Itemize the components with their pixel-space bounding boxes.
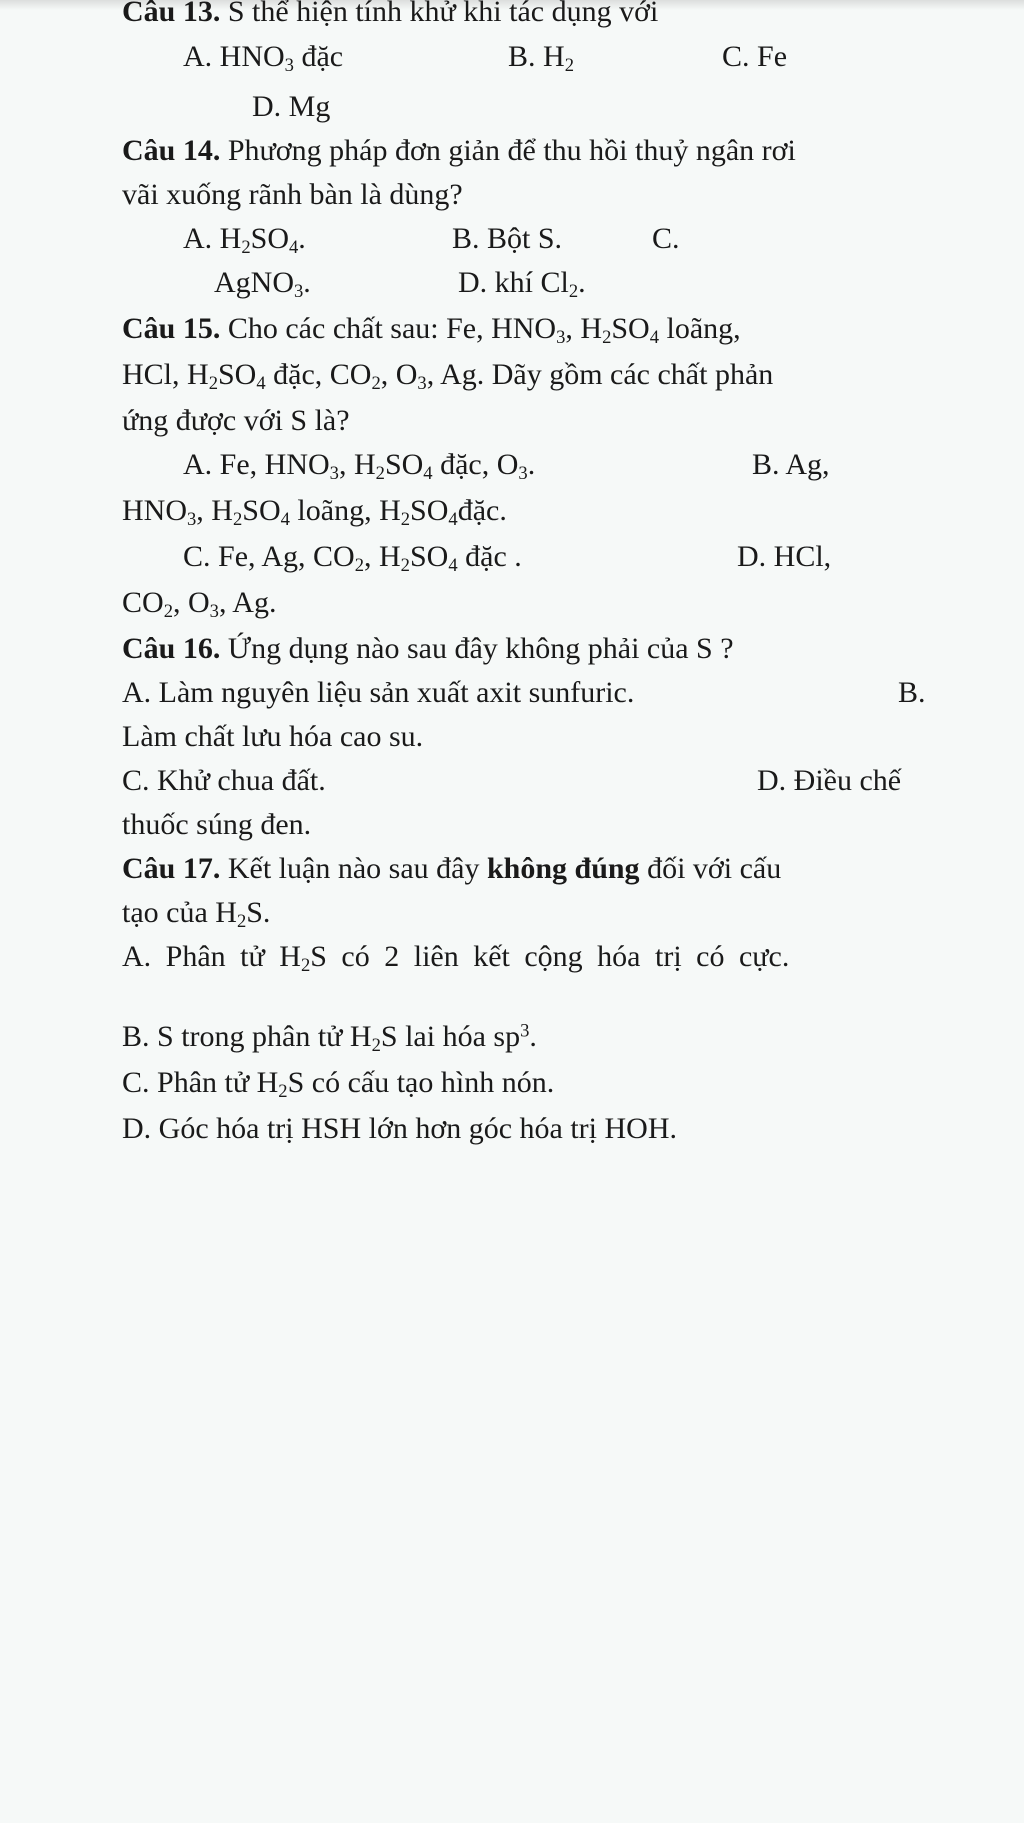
q15-option-d-label: D. HCl,	[737, 540, 832, 573]
question-16-stem: Câu 16. Ứng dụng nào sau đây không phải của S ?	[122, 632, 734, 665]
q17-option-c: C. Phân tử $H_2S$ có cấu tạo hình nón.	[122, 1066, 555, 1103]
q17-option-a: A. Phân tử $H_2S$ có 2 liên kết cộng hóa trị có cực.	[122, 940, 790, 977]
question-13-stem: Câu 13. S thể hiện tính khử khi tác dụng với	[122, 0, 658, 30]
q16-option-b: Làm chất lưu hóa cao su.	[122, 720, 424, 753]
q13-option-d: D. Mg	[252, 90, 331, 123]
q15-option-a: A. Fe, $HNO_3$, $H_2SO_4$ đặc, $O_3$.	[183, 448, 536, 485]
question-15-stem-end: ứng được với S là?	[122, 404, 350, 437]
question-number: Câu 15.	[122, 312, 221, 345]
q16-option-d: thuốc súng đen.	[122, 808, 312, 841]
question-14-stem: Câu 14. Phương pháp đơn giản để thu hồi thuỷ ngân rơi	[122, 134, 796, 167]
q16-option-b-label: B.	[898, 676, 926, 709]
q14-option-a: A. $H_2SO_4$.	[183, 222, 306, 259]
q16-option-c: C. Khử chua đất.	[122, 764, 326, 797]
question-number: Câu 17.	[122, 852, 221, 885]
q14-option-c-label: C.	[652, 222, 680, 255]
q14-option-b: B. Bột S.	[452, 222, 563, 255]
question-15-stem: Câu 15. Cho các chất sau: Fe, $HNO_3$, $H_2SO_4$ loãng,	[122, 312, 741, 349]
q14-option-d: D. khí $Cl_2$.	[458, 266, 586, 303]
question-number: Câu 14.	[122, 134, 221, 167]
q15-option-c: C. Fe, Ag, $CO_2$, $H_2SO_4$ đặc .	[183, 540, 522, 577]
q16-option-a: A. Làm nguyên liệu sản xuất axit sunfuric.	[122, 676, 635, 709]
q13-option-c: C. Fe	[722, 40, 788, 73]
q15-option-b: $HNO_3$, $H_2SO_4$ loãng, $H_2SO_4đặc$.	[122, 494, 507, 531]
q14-option-c: AgNO$_3$.	[214, 266, 311, 303]
q15-option-d: $CO_2$, $O_3$, Ag.	[122, 586, 277, 623]
question-number: Câu 13.	[122, 0, 221, 28]
q15-option-b-label: B. Ag,	[752, 448, 830, 481]
question-14-stem-cont: vãi xuống rãnh bàn là dùng?	[122, 178, 463, 211]
question-15-stem-cont: HCl, $H_2SO_4$ đặc, $CO_2$, $O_3$, Ag. Dãy gồm các chất phản	[122, 358, 774, 395]
question-17-stem-cont: tạo của $H_2S$.	[122, 896, 271, 933]
question-17-stem: Câu 17. Kết luận nào sau đây không đúng đối với cấu	[122, 852, 782, 885]
q13-option-a: A. $HNO_3$ đặc	[183, 40, 344, 77]
q17-option-b: B. S trong phân tử $H_2S$ lai hóa $sp^3$.	[122, 1020, 537, 1057]
question-number: Câu 16.	[122, 632, 221, 665]
q16-option-d-label: D. Điều chế	[757, 764, 902, 797]
emphasis-text: không đúng	[486, 852, 640, 885]
q17-option-d: D. Góc hóa trị HSH lớn hơn góc hóa trị HOH.	[122, 1112, 677, 1145]
q13-option-b: B. $H_2$	[508, 40, 574, 77]
